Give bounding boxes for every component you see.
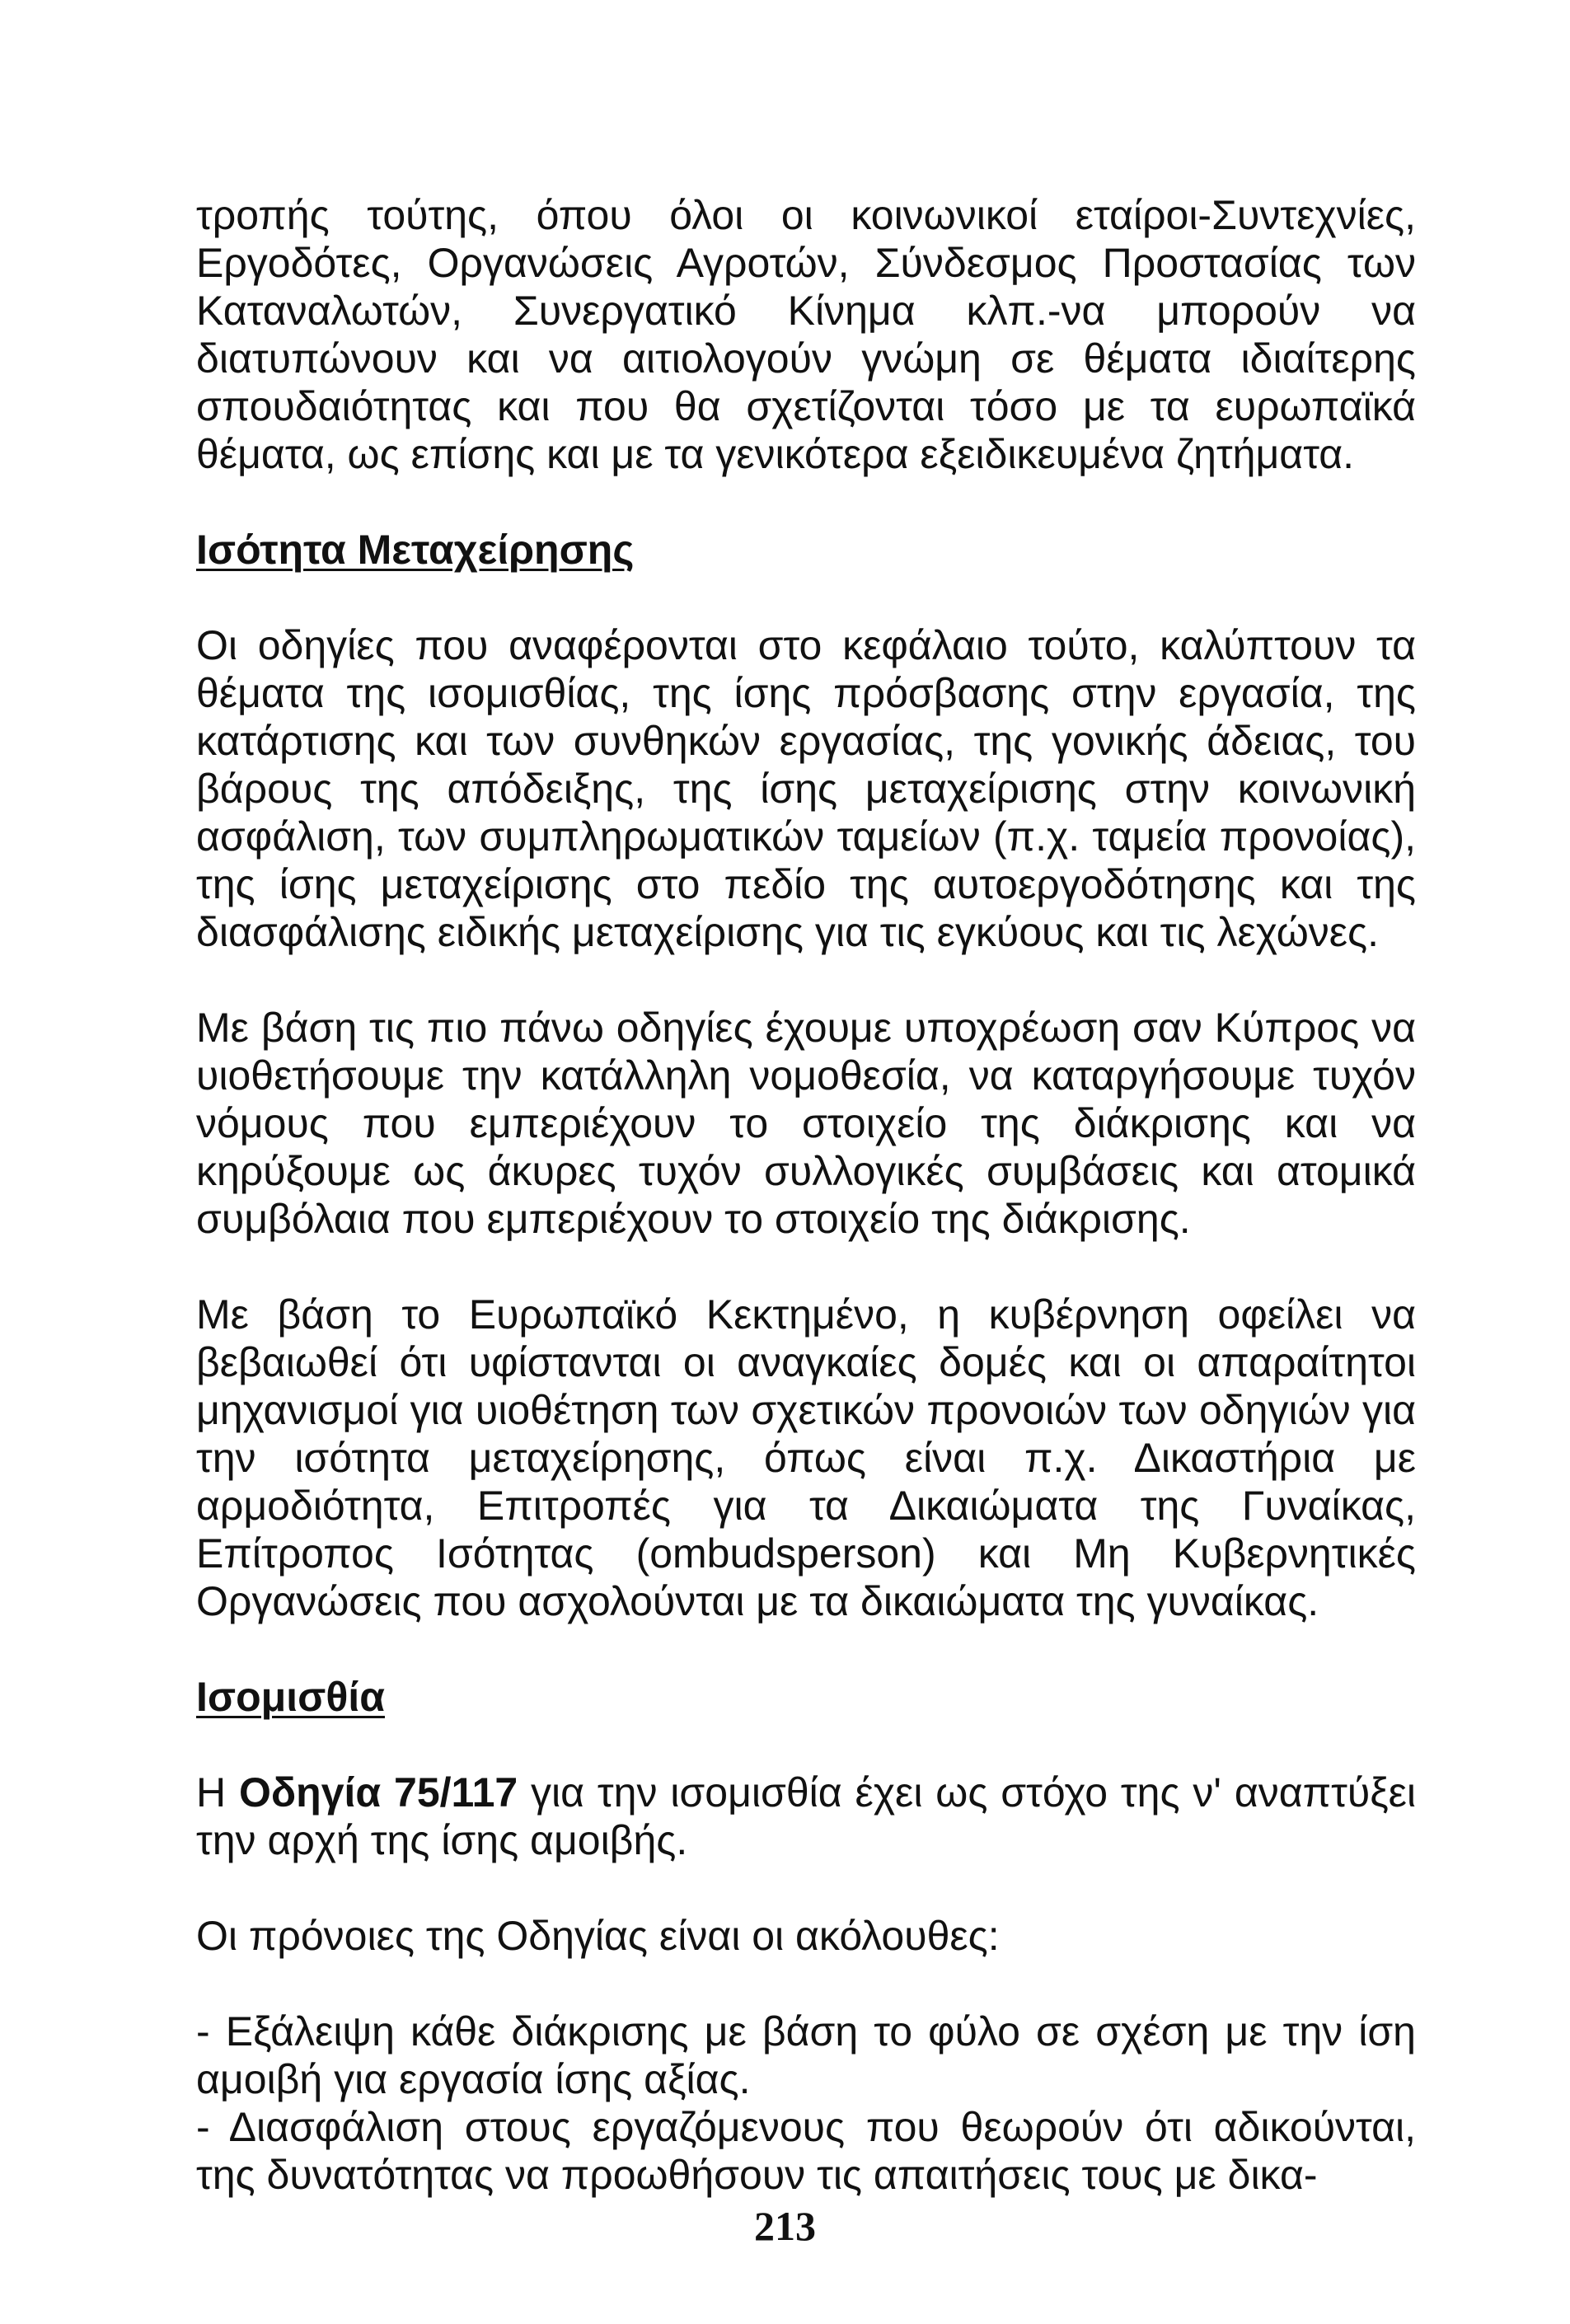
paragraph-directives: Οι οδηγίες που αναφέρονται στο κεφάλαιο τούτο, καλύπτουν τα θέματα της ισομισθίας, της ίσης πρόσβασης στην εργασία, της κατάρτισης και των συνθηκών εργασίας, της γονικής άδειας, του βάρους της απόδειξης, της ίσης μεταχείρισης στην κοινωνική ασφάλιση, των συμπληρωματικών ταμείων (π.χ. ταμεία προνοίας), της ίσης μεταχείρισης στο πεδίο της αυτοεργοδότησης και της διασφάλισης ειδικής μεταχείρισης για τις εγκύους και τις λεχώνες. (196, 622, 1416, 955)
paragraph-provisions-intro: Οι πρόνοιες της Οδηγίας είναι οι ακόλουθες: (196, 1913, 1000, 1959)
page-number: 213 (754, 2203, 816, 2249)
directive-prefix: Η (196, 1769, 239, 1816)
page-body (196, 191, 1416, 2199)
directive-name: Οδηγία 75/117 (238, 1769, 518, 1816)
heading-equal-treatment: Ισότητα Μεταχείρησης (196, 527, 635, 573)
list-item-claims: - Διασφάλιση στους εργαζόμενους που θεωρούν ότι αδικούνται, της δυνατότητας να προωθήσουν τις απαιτήσεις τους με δικα- (196, 2104, 1416, 2198)
paragraph-acquis: Με βάση το Ευρωπαϊκό Κεκτημένο, η κυβέρνηση οφείλει να βεβαιωθεί ότι υφίστανται οι αναγκαίες δομές και οι απαραίτητοι μηχανισμοί για υιοθέτηση των σχετικών προνοιών των οδηγιών για την ισότητα μεταχείρησης, όπως είναι π.χ. Δικαστήρια με αρμοδιότητα, Επιτροπές για τα Δικαιώματα της Γυναίκας, Επίτροπος Ισότητας (ombudsperson) και Μη Κυβερνητικές Οργανώσεις που ασχολούνται με τα δικαιώματα της γυναίκας. (196, 1291, 1416, 1624)
paragraph-intro: τροπής τούτης, όπου όλοι οι κοινωνικοί εταίροι-Συντεχνίες, Εργοδότες, Οργανώσεις Αγροτών, Σύνδεσμος Προστασίας των Καταναλωτών, Συνεργατικό Κίνημα κλπ.-να μπορούν να διατυπώνουν και να αιτιολογούν γνώμη σε θέματα ιδιαίτερης σπουδαιότητας και που θα σχετίζονται τόσο με τα ευρωπαϊκά θέματα, ως επίσης και με τα γενικότερα εξειδικευμένα ζητήματα. (196, 192, 1416, 477)
paragraph-directive-75-117 (196, 1769, 1416, 1864)
list-item-discrimination: - Εξάλειψη κάθε διάκρισης με βάση το φύλο σε σχέση με την ίση αμοιβή για εργασία ίσης αξίας. (196, 2008, 1416, 2102)
heading-equal-pay: Ισομισθία (196, 1674, 385, 1720)
paragraph-obligations: Με βάση τις πιο πάνω οδηγίες έχουμε υποχρέωση σαν Κύπρος να υιοθετήσουμε την κατάλληλη νομοθεσία, να καταργήσουμε τυχόν νόμους που εμπεριέχουν το στοιχείο της διάκρισης και να κηρύξουμε ως άκυρες τυχόν συλλογικές συμβάσεις και ατομικά συμβόλαια που εμπεριέχουν το στοιχείο της διάκρισης. (196, 1005, 1416, 1242)
directive-suffix: για την ισομισθία έχει ως στόχο της ν' αναπτύξει την αρχή της ίσης αμοιβής. (196, 1769, 1417, 1863)
